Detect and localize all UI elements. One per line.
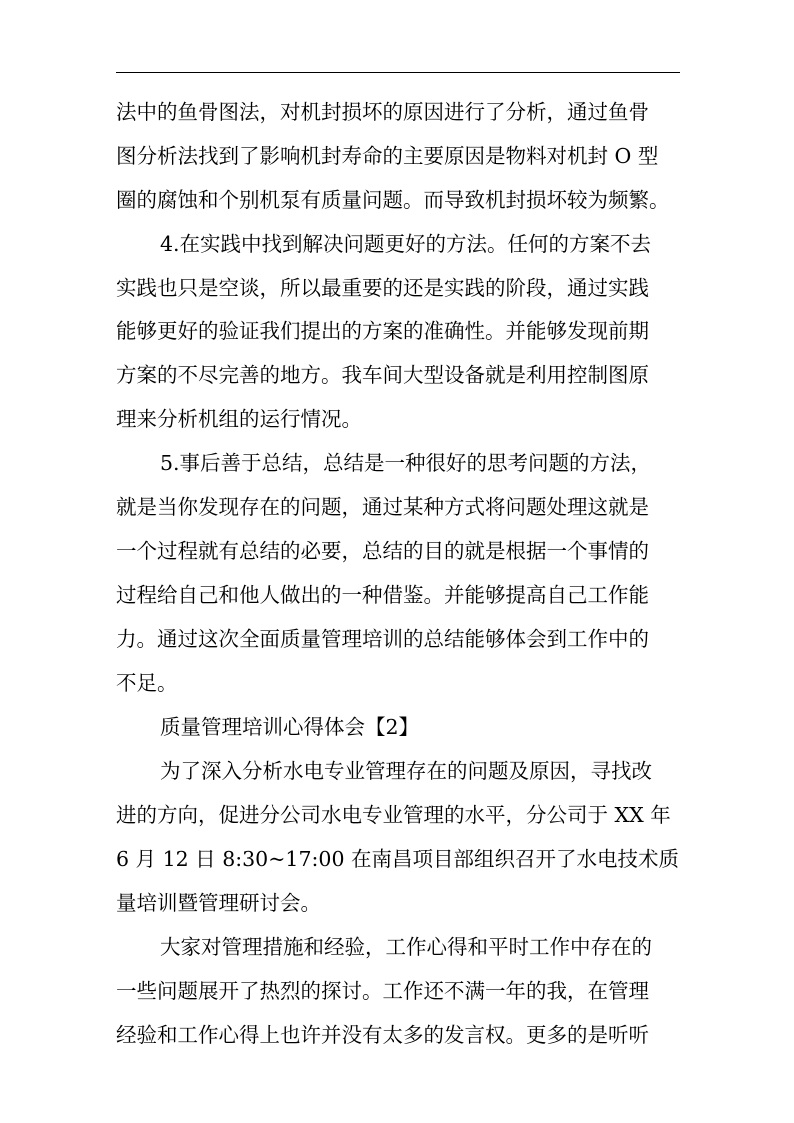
text-line: 圈的腐蚀和个别机泵有质量问题。而导致机封损坏较为频繁。 xyxy=(116,188,670,212)
text-line: 5.事后善于总结，总结是一种很好的思考问题的方法， xyxy=(160,451,652,475)
text-line: 进的方向，促进分公司水电专业管理的水平，分公司于 XX 年 xyxy=(116,803,671,827)
text-line: 量培训暨管理研讨会。 xyxy=(116,891,321,915)
text-line: 能够更好的验证我们提出的方案的准确性。并能够发现前期 xyxy=(116,319,649,343)
text-line: 经验和工作心得上也许并没有太多的发言权。更多的是听听 xyxy=(116,1023,649,1047)
text-line: 为了深入分析水电专业管理存在的问题及原因，寻找改 xyxy=(160,759,652,783)
text-line: 实践也只是空谈，所以最重要的还是实践的阶段，通过实践 xyxy=(116,276,649,300)
text-line: 方案的不尽完善的地方。我车间大型设备就是利用控制图原 xyxy=(116,363,649,387)
text-line: 理来分析机组的运行情况。 xyxy=(116,407,362,431)
text-line: 大家对管理措施和经验，工作心得和平时工作中存在的 xyxy=(160,935,652,959)
text-line: 4.在实践中找到解决问题更好的方法。任何的方案不去 xyxy=(160,232,652,256)
text-line: 不足。 xyxy=(116,671,178,695)
text-line: 法中的鱼骨图法，对机封损坏的原因进行了分析，通过鱼骨 xyxy=(116,100,649,124)
text-line: 过程给自己和他人做出的一种借鉴。并能够提高自己工作能 xyxy=(116,583,649,607)
text-line: 力。通过这次全面质量管理培训的总结能够体会到工作中的 xyxy=(116,627,649,651)
text-line: 6 月 12 日 8:30~17:00 在南昌项目部组织召开了水电技术质 xyxy=(116,847,679,871)
text-line: 就是当你发现存在的问题，通过某种方式将问题处理这就是 xyxy=(116,495,649,519)
header-rule xyxy=(116,72,680,73)
text-line: 一个过程就有总结的必要，总结的目的就是根据一个事情的 xyxy=(116,539,649,563)
section-heading: 质量管理培训心得体会【2】 xyxy=(160,715,420,739)
text-line: 图分析法找到了影响机封寿命的主要原因是物料对机封 O 型 xyxy=(116,144,659,168)
text-line: 一些问题展开了热烈的探讨。工作还不满一年的我，在管理 xyxy=(116,979,649,1003)
